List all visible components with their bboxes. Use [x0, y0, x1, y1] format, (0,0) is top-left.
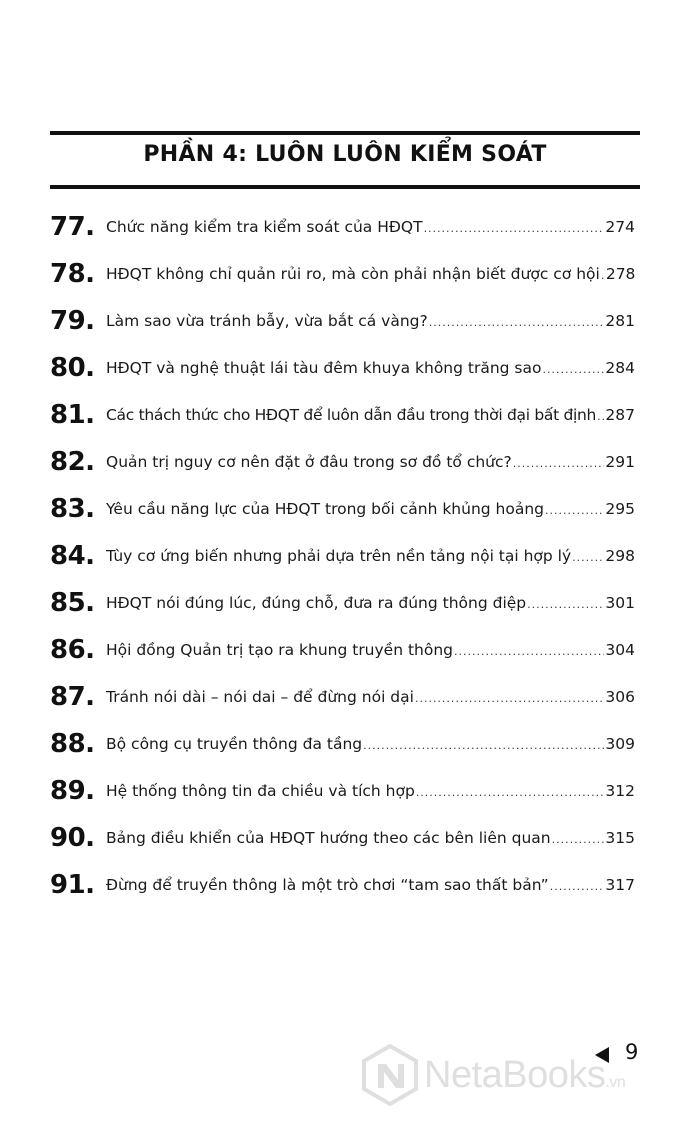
- toc-entry[interactable]: [50, 536, 635, 583]
- page-ref: 287: [605, 406, 635, 424]
- dot-leader: [550, 880, 605, 893]
- watermark-brand: NetaBooks: [424, 1053, 606, 1096]
- chapter-number: 86.: [50, 635, 95, 665]
- dot-leader: [454, 645, 604, 658]
- chapter-title: Bảng điều khiển của HĐQT hướng theo các bên liên quan: [106, 829, 551, 847]
- chapter-number: 77.: [50, 212, 95, 242]
- toc-entry[interactable]: [50, 724, 635, 771]
- top-rule: [50, 131, 640, 135]
- chapter-title: Hội đồng Quản trị tạo ra khung truyền thông: [106, 641, 454, 659]
- page-ref: 295: [605, 500, 635, 518]
- chapter-number: 88.: [50, 729, 95, 759]
- dot-leader: [429, 316, 605, 329]
- page-ref: 278: [605, 265, 636, 283]
- chapter-number: 90.: [50, 823, 95, 853]
- toc-entry[interactable]: [50, 348, 635, 395]
- page-number: 9: [625, 1040, 639, 1064]
- chapter-number: 87.: [50, 682, 95, 712]
- toc-entry[interactable]: [50, 442, 635, 489]
- toc-entry[interactable]: [50, 818, 635, 865]
- page-ref: 312: [605, 782, 635, 800]
- dot-leader: [572, 551, 604, 564]
- page-ref: 274: [605, 218, 635, 236]
- page-ref: 317: [605, 876, 635, 894]
- toc-entry[interactable]: [50, 677, 635, 724]
- chapter-title: HĐQT nói đúng lúc, đúng chỗ, đưa ra đúng thông điệp: [106, 594, 527, 612]
- toc-entry[interactable]: [50, 207, 635, 254]
- chapter-number: 84.: [50, 541, 95, 571]
- dot-leader: [597, 410, 604, 423]
- page-ref: 315: [605, 829, 635, 847]
- page-ref: 298: [605, 547, 635, 565]
- dot-leader: [415, 692, 604, 705]
- dot-leader: [601, 269, 605, 282]
- dot-leader: [363, 739, 604, 752]
- toc-entry[interactable]: [50, 771, 635, 818]
- chapter-number: 79.: [50, 306, 95, 336]
- chapter-number: 82.: [50, 447, 95, 477]
- page-ref: 301: [605, 594, 635, 612]
- dot-leader: [424, 222, 605, 235]
- left-triangle-icon: [595, 1047, 609, 1063]
- toc-entry[interactable]: [50, 630, 635, 677]
- page-ref: 281: [605, 312, 635, 330]
- chapter-title: Chức năng kiểm tra kiểm soát của HĐQT: [106, 218, 423, 236]
- toc-entry[interactable]: [50, 395, 635, 442]
- dot-leader: [552, 833, 605, 846]
- page-ref: 309: [605, 735, 635, 753]
- dot-leader: [416, 786, 605, 799]
- watermark-suffix: .vn: [605, 1073, 626, 1091]
- part-title: PHẦN 4: LUÔN LUÔN KIỂM SOÁT: [143, 142, 547, 167]
- chapter-title: Hệ thống thông tin đa chiều và tích hợp: [106, 782, 415, 800]
- page-ref: 291: [605, 453, 635, 471]
- chapter-number: 85.: [50, 588, 95, 618]
- chapter-number: 78.: [50, 259, 95, 289]
- toc-entry[interactable]: [50, 489, 635, 536]
- toc-entry[interactable]: [50, 865, 635, 912]
- chapter-number: 81.: [50, 400, 95, 430]
- dot-leader: [527, 598, 604, 611]
- chapter-title: Làm sao vừa tránh bẫy, vừa bắt cá vàng?: [106, 312, 428, 330]
- chapter-number: 89.: [50, 776, 95, 806]
- chapter-title: Các thách thức cho HĐQT để luôn dẫn đầu trong thời đại bất định: [106, 406, 597, 424]
- chapter-title: Quản trị nguy cơ nên đặt ở đâu trong sơ đồ tổ chức?: [106, 453, 512, 471]
- chapter-title: HĐQT và nghệ thuật lái tàu đêm khuya không trăng sao: [106, 359, 542, 377]
- table-of-contents: [50, 207, 635, 912]
- toc-entry[interactable]: [50, 583, 635, 630]
- netabooks-logo-icon: [362, 1044, 418, 1106]
- chapter-number: 83.: [50, 494, 95, 524]
- page-ref: 306: [605, 688, 635, 706]
- bottom-rule: [50, 185, 640, 189]
- chapter-title: Tránh nói dài – nói dai – để đừng nói dại: [106, 688, 414, 706]
- chapter-number: 91.: [50, 870, 95, 900]
- chapter-title: Tùy cơ ứng biến nhưng phải dựa trên nền tảng nội tại hợp lý: [106, 547, 572, 565]
- toc-entry[interactable]: [50, 301, 635, 348]
- dot-leader: [543, 363, 605, 376]
- chapter-title: Bộ công cụ truyền thông đa tầng: [106, 735, 363, 753]
- netabooks-watermark: [362, 1044, 692, 1106]
- dot-leader: [545, 504, 604, 517]
- chapter-title: Yêu cầu năng lực của HĐQT trong bối cảnh khủng hoảng: [106, 500, 545, 518]
- toc-entry[interactable]: [50, 254, 635, 301]
- page-ref: 304: [605, 641, 635, 659]
- chapter-number: 80.: [50, 353, 95, 383]
- chapter-title: HĐQT không chỉ quản rủi ro, mà còn phải nhận biết được cơ hội: [106, 265, 600, 283]
- page-ref: 284: [605, 359, 635, 377]
- chapter-title: Đừng để truyền thông là một trò chơi “tam sao thất bản”: [106, 876, 549, 894]
- dot-leader: [513, 457, 605, 470]
